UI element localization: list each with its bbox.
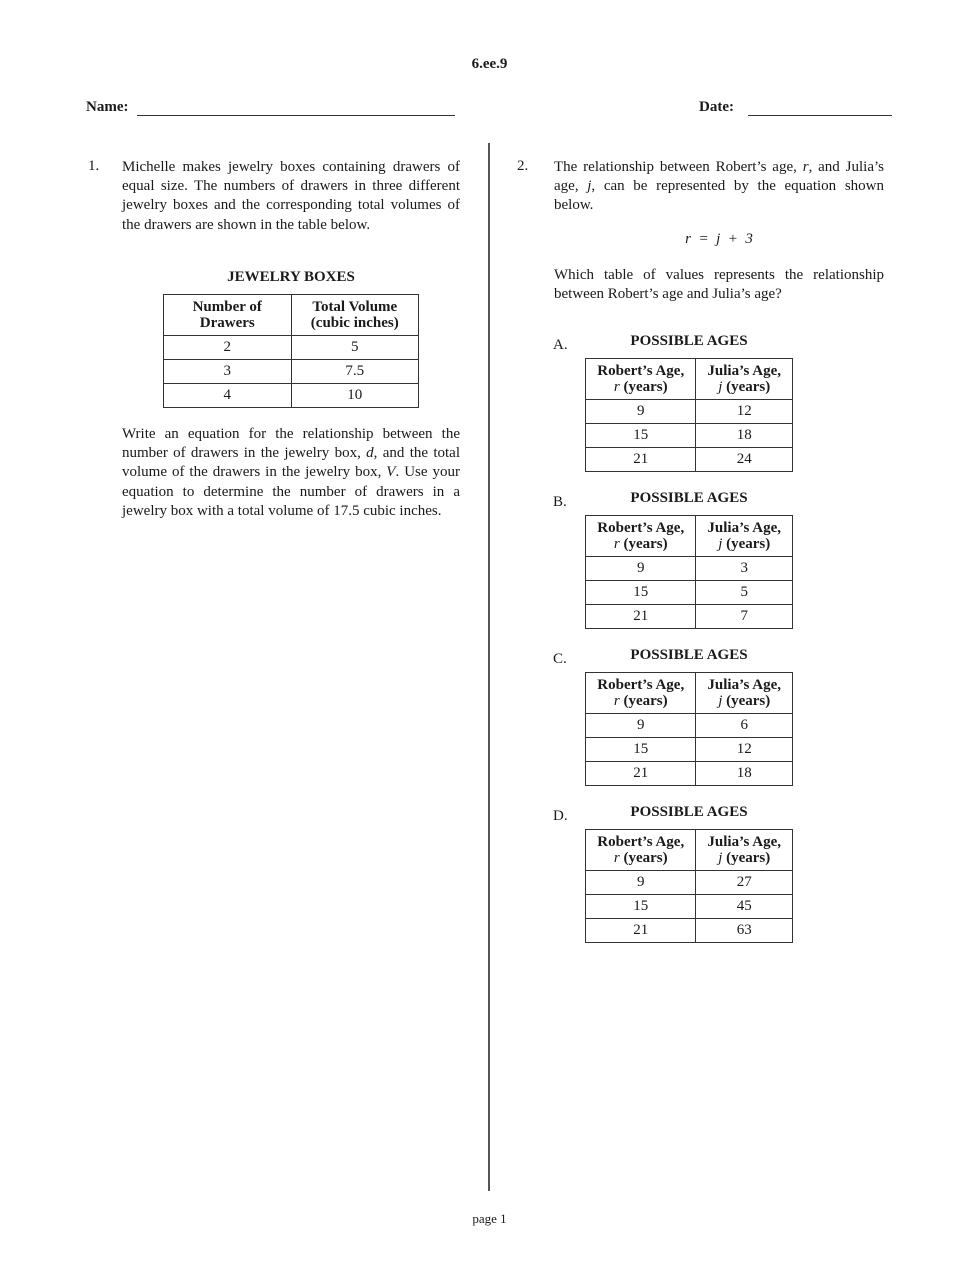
robert-age-label: Robert’s Age, bbox=[597, 363, 685, 379]
table-cell: 21 bbox=[586, 762, 696, 786]
years-unit: (years) bbox=[726, 536, 771, 552]
table-cell: 21 bbox=[586, 605, 696, 629]
years-unit: (years) bbox=[726, 693, 771, 709]
option-a-title: POSSIBLE AGES bbox=[630, 333, 748, 349]
option-d-table bbox=[585, 829, 793, 943]
years-unit: (years) bbox=[726, 850, 771, 866]
years-unit: (years) bbox=[623, 536, 668, 552]
table-row bbox=[586, 424, 793, 448]
name-label: Name: bbox=[86, 99, 129, 115]
date-blank-line[interactable] bbox=[748, 115, 892, 116]
table-row bbox=[164, 336, 419, 360]
prompt-text-3: . Use your equation to determine the number of drawers in a jewelry box with a total volume of 17.5 cubic inches. bbox=[122, 464, 460, 519]
table-cell: 5 bbox=[696, 581, 793, 605]
variable-j: j bbox=[587, 178, 592, 195]
table-cell: 6 bbox=[696, 714, 793, 738]
table-cell: 21 bbox=[586, 448, 696, 472]
option-d-title: POSSIBLE AGES bbox=[630, 804, 748, 820]
variable-v: V bbox=[386, 464, 396, 481]
jewelry-table-title: JEWELRY BOXES bbox=[227, 269, 355, 285]
option-a-table bbox=[585, 358, 793, 472]
header-robert-age bbox=[586, 359, 696, 400]
robert-age-label: Robert’s Age, bbox=[597, 834, 685, 850]
header-robert-age bbox=[586, 830, 696, 871]
robert-age-label: Robert’s Age, bbox=[597, 520, 685, 536]
page-number: page 1 bbox=[472, 1211, 507, 1226]
table-cell: 15 bbox=[586, 895, 696, 919]
table-cell: 7 bbox=[696, 605, 793, 629]
table-row bbox=[586, 738, 793, 762]
column-divider bbox=[488, 143, 490, 1191]
variable-r: r bbox=[802, 159, 809, 175]
table-row bbox=[586, 581, 793, 605]
table-cell: 27 bbox=[696, 871, 793, 895]
julia-age-label: Julia’s Age, bbox=[707, 363, 782, 379]
prompt-text-1: Write an equation for the relationship between the number of drawers in the jewelry box, bbox=[122, 426, 460, 462]
table-cell: 3 bbox=[164, 360, 292, 384]
header-robert-age bbox=[586, 673, 696, 714]
intro-text-1: The relationship between Robert’s age, bbox=[554, 159, 803, 175]
question-1-prompt bbox=[122, 425, 460, 521]
jewelry-table-header-volume: Total Volume (cubic inches) bbox=[291, 295, 418, 336]
option-b-title: POSSIBLE AGES bbox=[630, 490, 748, 506]
question-2-question: Which table of values represents the relationship between Robert’s age and Julia’s age? bbox=[554, 267, 884, 303]
years-unit: (years) bbox=[623, 693, 668, 709]
table-cell: 9 bbox=[586, 400, 696, 424]
table-cell: 4 bbox=[164, 384, 292, 408]
table-cell: 5 bbox=[291, 336, 418, 360]
table-cell: 63 bbox=[696, 919, 793, 943]
question-2-intro bbox=[554, 158, 884, 216]
robert-age-label: Robert’s Age, bbox=[597, 677, 685, 693]
julia-age-label: Julia’s Age, bbox=[707, 677, 782, 693]
intro-text-2: , and Julia’s age, bbox=[554, 159, 884, 195]
header-robert-age bbox=[586, 516, 696, 557]
years-unit: (years) bbox=[623, 379, 668, 395]
table-cell: 21 bbox=[586, 919, 696, 943]
jewelry-table bbox=[163, 294, 419, 408]
header-julia-age bbox=[696, 673, 793, 714]
variable-d: d bbox=[366, 445, 374, 462]
table-cell: 12 bbox=[696, 738, 793, 762]
variable-j: j bbox=[718, 850, 723, 866]
option-a-label[interactable]: A. bbox=[553, 337, 568, 353]
years-unit: (years) bbox=[726, 379, 771, 395]
table-cell: 3 bbox=[696, 557, 793, 581]
question-2-number: 2. bbox=[517, 158, 529, 174]
table-cell: 45 bbox=[696, 895, 793, 919]
table-row bbox=[586, 557, 793, 581]
variable-j: j bbox=[718, 379, 723, 395]
option-c-label[interactable]: C. bbox=[553, 651, 567, 667]
table-row bbox=[586, 895, 793, 919]
table-row bbox=[586, 448, 793, 472]
table-cell: 15 bbox=[586, 581, 696, 605]
option-b-label[interactable]: B. bbox=[553, 494, 567, 510]
table-row bbox=[586, 714, 793, 738]
table-cell: 2 bbox=[164, 336, 292, 360]
intro-text-3: , can be represented by the equation shown below. bbox=[554, 178, 884, 214]
table-row bbox=[164, 384, 419, 408]
question-1-intro: Michelle makes jewelry boxes containing drawers of equal size. The numbers of drawers in three different jewelry boxes and the corresponding total volumes of the drawers are shown in the table below. bbox=[122, 159, 460, 233]
table-cell: 9 bbox=[586, 557, 696, 581]
header-julia-age bbox=[696, 359, 793, 400]
table-cell: 7.5 bbox=[291, 360, 418, 384]
option-b-table bbox=[585, 515, 793, 629]
table-cell: 9 bbox=[586, 871, 696, 895]
table-cell: 10 bbox=[291, 384, 418, 408]
date-label: Date: bbox=[699, 99, 734, 115]
table-cell: 15 bbox=[586, 424, 696, 448]
table-cell: 18 bbox=[696, 762, 793, 786]
prompt-text-2: , and the total volume of the drawers in the jewelry box, bbox=[122, 445, 460, 481]
equation: r = j + 3 bbox=[685, 231, 753, 247]
table-cell: 24 bbox=[696, 448, 793, 472]
variable-r: r bbox=[613, 850, 620, 866]
option-d-label[interactable]: D. bbox=[553, 808, 568, 824]
variable-r: r bbox=[613, 536, 620, 552]
julia-age-label: Julia’s Age, bbox=[707, 834, 782, 850]
name-blank-line[interactable] bbox=[137, 115, 455, 116]
variable-j: j bbox=[718, 536, 723, 552]
variable-r: r bbox=[613, 379, 620, 395]
table-cell: 12 bbox=[696, 400, 793, 424]
julia-age-label: Julia’s Age, bbox=[707, 520, 782, 536]
variable-r: r bbox=[613, 693, 620, 709]
table-cell: 9 bbox=[586, 714, 696, 738]
table-row bbox=[586, 762, 793, 786]
years-unit: (years) bbox=[623, 850, 668, 866]
variable-j: j bbox=[718, 693, 723, 709]
table-row bbox=[164, 360, 419, 384]
table-row bbox=[586, 400, 793, 424]
question-1-number: 1. bbox=[88, 158, 100, 174]
header-julia-age bbox=[696, 516, 793, 557]
table-row bbox=[586, 605, 793, 629]
table-row bbox=[586, 871, 793, 895]
jewelry-table-header-drawers: Number of Drawers bbox=[164, 295, 292, 336]
document-code: 6.ee.9 bbox=[471, 56, 508, 72]
option-c-table bbox=[585, 672, 793, 786]
table-cell: 18 bbox=[696, 424, 793, 448]
option-c-title: POSSIBLE AGES bbox=[630, 647, 748, 663]
table-row bbox=[586, 919, 793, 943]
table-cell: 15 bbox=[586, 738, 696, 762]
header-julia-age bbox=[696, 830, 793, 871]
